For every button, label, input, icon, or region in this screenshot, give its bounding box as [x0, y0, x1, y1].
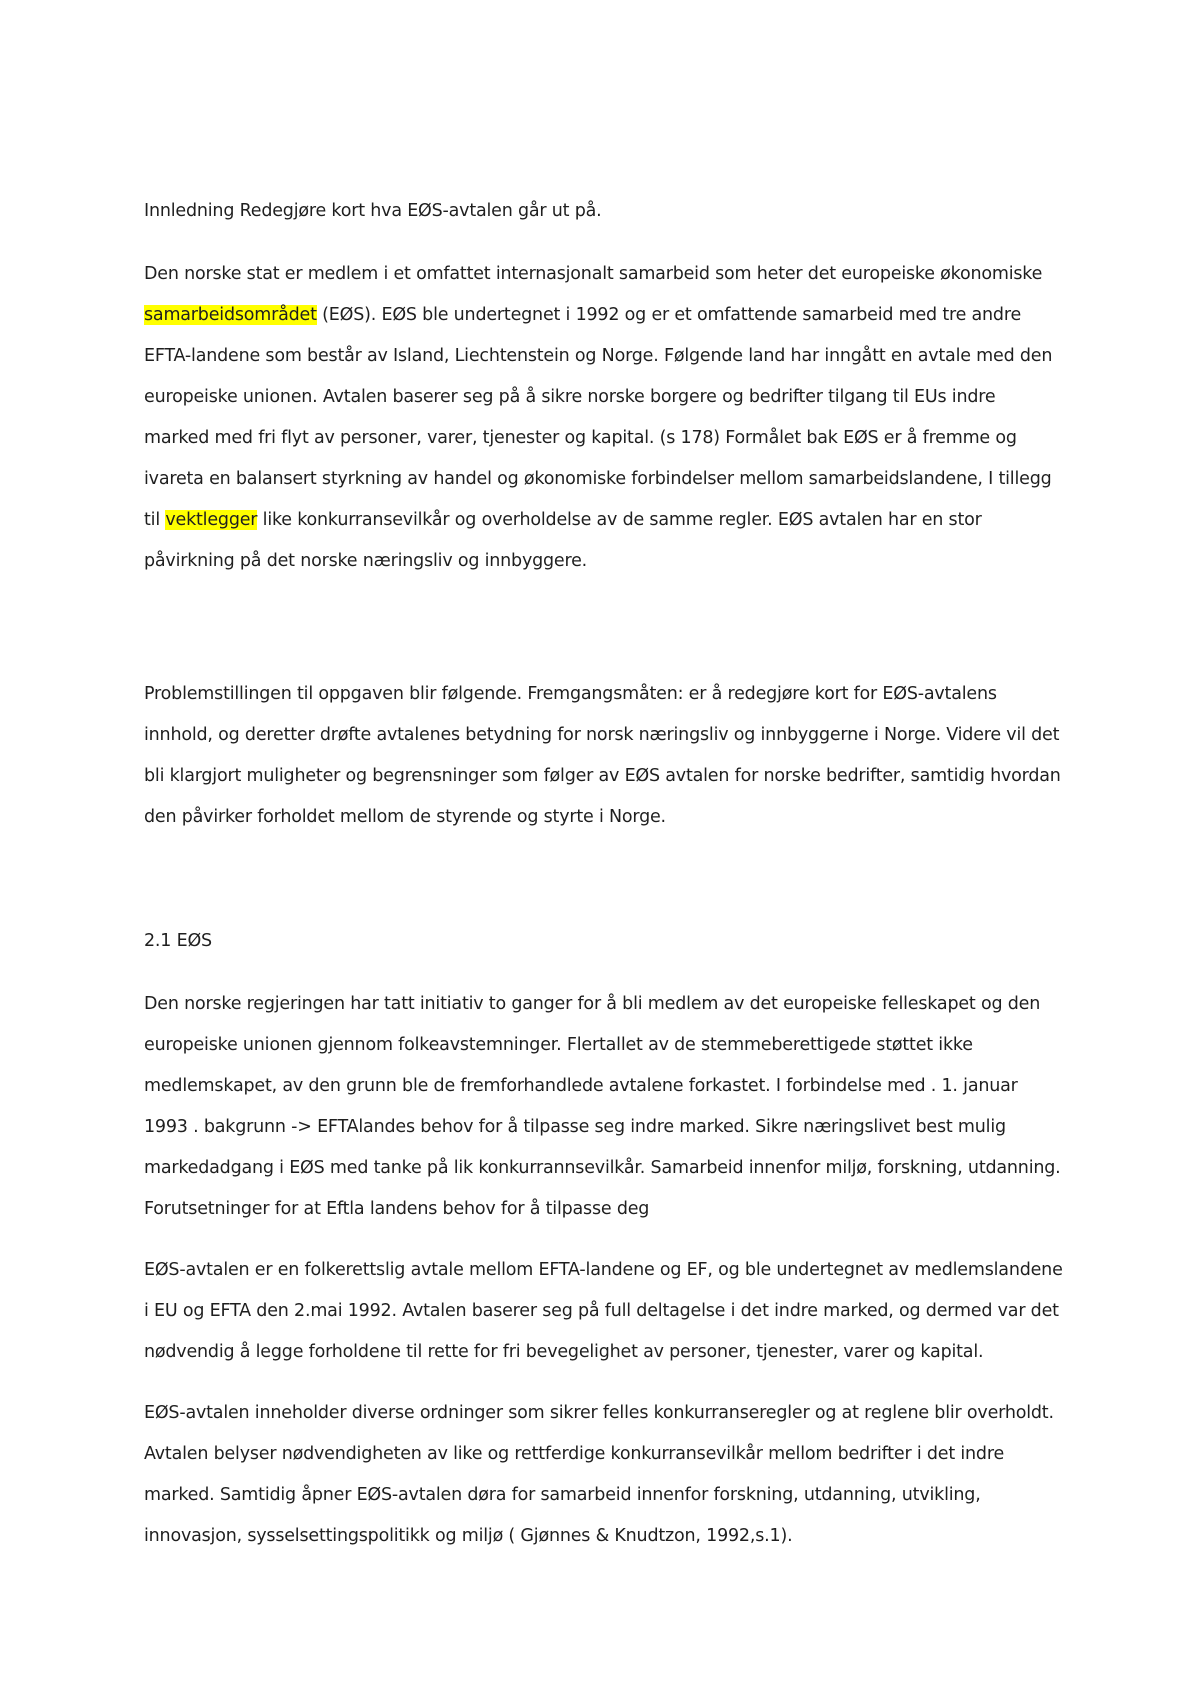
intro-text-2: (EØS). EØS ble undertegnet i 1992 og er et omfattende samarbeid med tre andre EFTA-landene som består av Island, Liechtenstein og Norge. Følgende land har inngått en avtale med den europeiske unionen. Avtalen baserer seg på å sikre norske borgere og bedrifter tilgang til EUs indre marked med fri flyt av personer, varer, tjenester og kapital. (s 178) Formålet bak EØS er å fremme og ivareta en balansert styrkning av handel og økonomiske forbindelser mellom samarbeidslandene, I tillegg til: [144, 305, 1053, 530]
section-paragraph-2: EØS-avtalen er en folkerettslig avtale mellom EFTA-landene og EF, og ble undertegnet av medlemslandene i EU og EFTA den 2.mai 1992. Avtalen baserer seg på full deltagelse i det indre marked, og dermed var det nødvendig å legge forholdene til rette for fri bevegelighet av personer, tjenester, varer og kapital.: [144, 1260, 1063, 1362]
intro-text-3: like konkurransevilkår og overholdelse av de samme regler. EØS avtalen har en stor påvirkning på det norske næringsliv og innbyggere.: [144, 510, 982, 571]
intro-paragraph: [144, 254, 1064, 582]
intro-text-1: Den norske stat er medlem i et omfattet internasjonalt samarbeid som heter det europeiske økonomiske: [144, 264, 1043, 284]
document-body: [144, 200, 1064, 1557]
section-title: 2.1 EØS: [144, 931, 212, 951]
section-paragraph-3: EØS-avtalen inneholder diverse ordninger som sikrer felles konkurranseregler og at reglene blir overholdt. Avtalen belyser nødvendigheten av like og rettferdige konkurransevilkår mellom bedrifter i det indre marked. Samtidig åpner EØS-avtalen døra for samarbeid innenfor forskning, utdanning, utvikling, innovasjon, sysselsettingspolitikk og miljø ( Gjønnes & Knudtzon, 1992,s.1).: [144, 1403, 1054, 1546]
intro-heading: Innledning Redegjøre kort hva EØS-avtalen går ut på.: [144, 201, 602, 221]
section-paragraph-1: Den norske regjeringen har tatt initiativ to ganger for å bli medlem av det europeiske felleskapet og den europeiske unionen gjennom folkeavstemninger. Flertallet av de stemmeberettigede støttet ikke medlemskapet, av den grunn ble de fremforhandlede avtalene forkastet. I forbindelse med . 1. januar 1993 . bakgrunn -> EFTAlandes behov for å tilpasse seg indre marked. Sikre næringslivet best mulig markedadgang i EØS med tanke på lik konkurrannsevilkår. Samarbeid innenfor miljø, forskning, utdanning. Forutsetninger for at Eftla landens behov for å tilpasse deg: [144, 994, 1061, 1219]
highlight-samarbeidsomradet: samarbeidsområdet: [144, 305, 317, 325]
problem-paragraph: Problemstillingen til oppgaven blir følgende. Fremgangsmåten: er å redegjøre kort for EØS-avtalens innhold, og deretter drøfte avtalenes betydning for norsk næringsliv og innbyggerne i Norge. Videre vil det bli klargjort muligheter og begrensninger som følger av EØS avtalen for norske bedrifter, samtidig hvordan den påvirker forholdet mellom de styrende og styrte i Norge.: [144, 684, 1061, 827]
highlight-vektlegger: vektlegger: [165, 510, 258, 530]
